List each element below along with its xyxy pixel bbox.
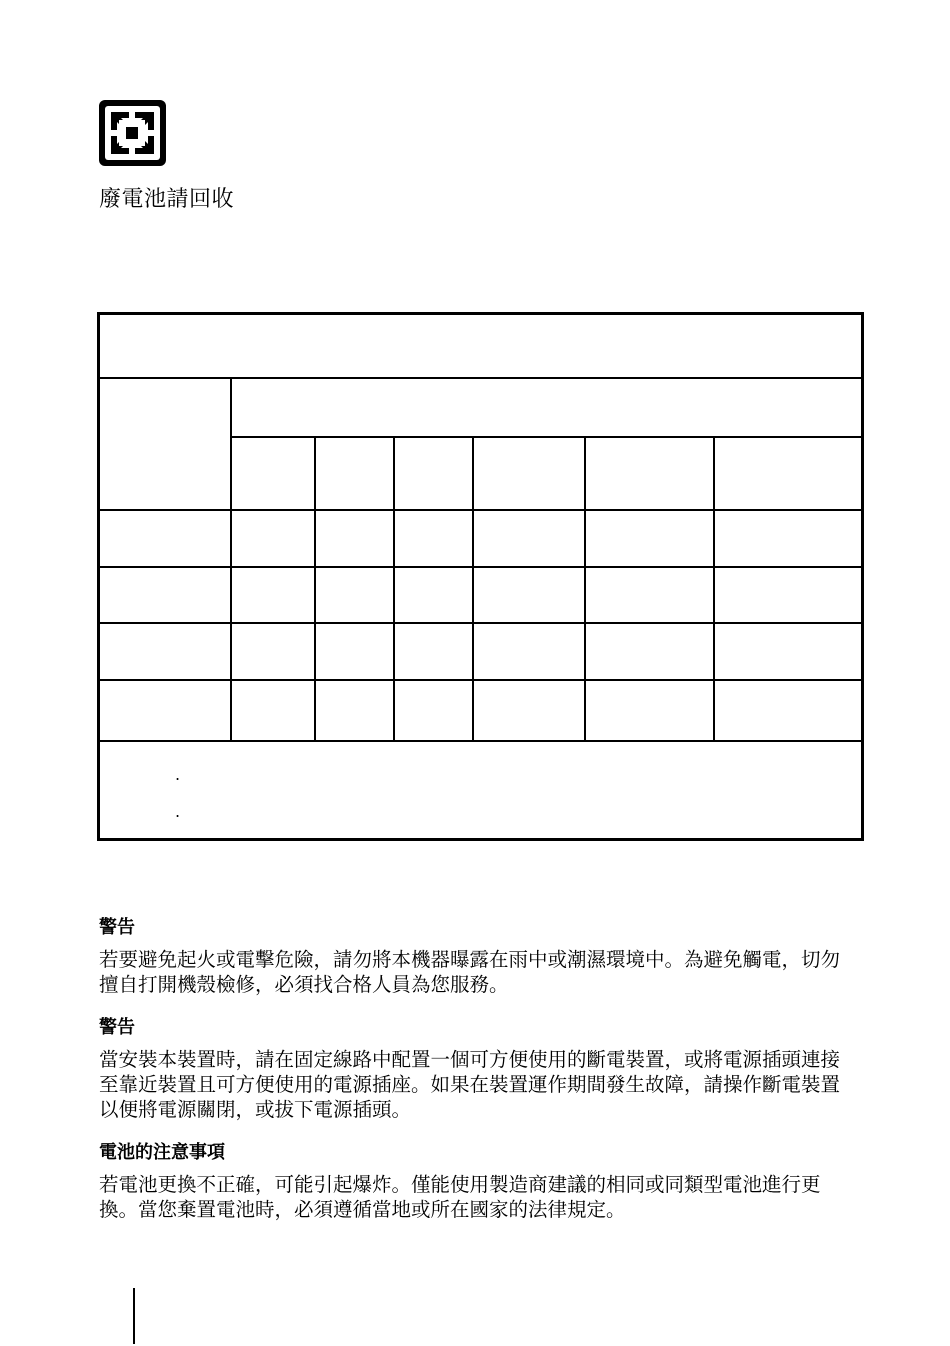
safety-notices [99,915,859,1222]
notice-heading: 電池的注意事項 [99,1142,225,1163]
notice-fire-shock [99,915,859,997]
notice-heading: 警告 [99,1017,135,1038]
table-footnote-2: . [175,802,181,821]
recycle-caption: 廢電池請回收 [99,187,235,212]
notice-heading: 警告 [99,917,135,938]
notice-disconnect-device [99,1015,859,1122]
notice-battery [99,1140,859,1222]
notice-body: 若要避免起火或電擊危險，請勿將本機器曝露在雨中或潮濕環境中。為避免觸電，切勿擅自打開機殼檢修，必須找合格人員為您服務。 [99,948,841,996]
margin-rule [133,1288,135,1344]
notice-body: 若電池更換不正確，可能引起爆炸。僅能使用製造商建議的相同或同類型電池進行更換。當您棄置電池時，必須遵循當地或所在國家的法律規定。 [99,1173,821,1221]
notice-body: 當安裝本裝置時，請在固定線路中配置一個可方便使用的斷電裝置，或將電源插頭連接至靠近裝置且可方便使用的電源插座。如果在裝置運作期間發生故障，請操作斷電裝置以便將電源關閉，或拔下電源插頭。 [99,1048,841,1121]
substances-table [97,312,864,841]
table-grid [97,312,864,841]
battery-recycle-icon [99,100,166,166]
table-footnote-1: . [175,765,181,784]
